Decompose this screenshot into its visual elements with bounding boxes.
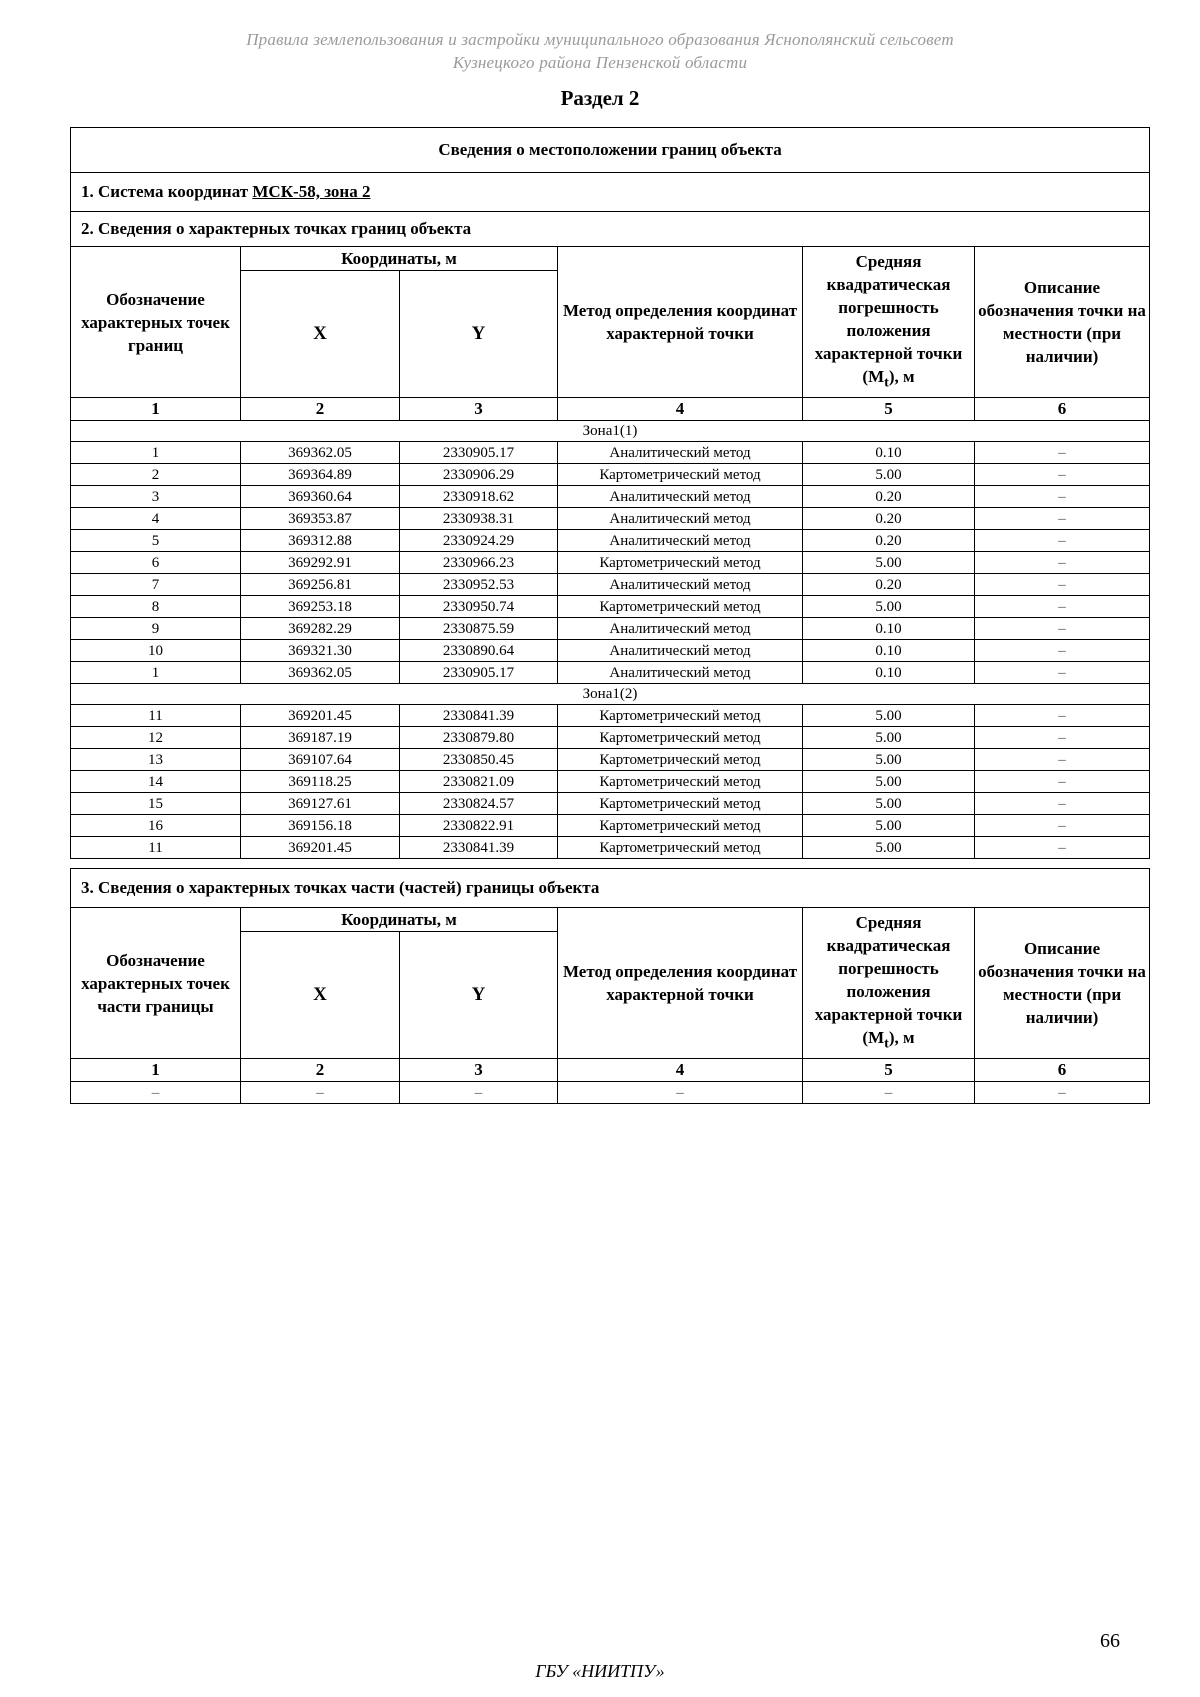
error-cell: 5.00 bbox=[803, 771, 975, 793]
point-id-cell: 16 bbox=[71, 815, 241, 837]
description-cell: – bbox=[975, 771, 1150, 793]
x-coordinate-cell: 369156.18 bbox=[241, 815, 400, 837]
column-header-error: Средняя квадратическая погрешность положения характерной точки $(M_t)$, м bbox=[803, 247, 975, 398]
description-cell: – bbox=[975, 1082, 1150, 1104]
method-cell: Аналитический метод bbox=[558, 618, 803, 640]
error-cell: 5.00 bbox=[803, 837, 975, 859]
column-number-3: 3 bbox=[400, 398, 558, 421]
zone-name: Зона1(2) bbox=[71, 684, 1150, 705]
error-cell: 5.00 bbox=[803, 749, 975, 771]
point-id-cell: 7 bbox=[71, 574, 241, 596]
y-coordinate-cell: 2330875.59 bbox=[400, 618, 558, 640]
y-coordinate-cell: 2330924.29 bbox=[400, 530, 558, 552]
point-id-cell: 6 bbox=[71, 552, 241, 574]
x-coordinate-cell: 369256.81 bbox=[241, 574, 400, 596]
table-row bbox=[71, 508, 1150, 530]
y-coordinate-cell: 2330918.62 bbox=[400, 486, 558, 508]
table-row bbox=[71, 771, 1150, 793]
description-cell: – bbox=[975, 815, 1150, 837]
point-id-cell: 5 bbox=[71, 530, 241, 552]
error-cell: 0.10 bbox=[803, 662, 975, 684]
error-cell: 0.20 bbox=[803, 486, 975, 508]
description-cell: – bbox=[975, 574, 1150, 596]
point-id-cell: 3 bbox=[71, 486, 241, 508]
column-number-4: 4 bbox=[558, 398, 803, 421]
column-number-3: 3 bbox=[400, 1059, 558, 1082]
x-coordinate-cell: 369364.89 bbox=[241, 464, 400, 486]
x-coordinate-cell: 369312.88 bbox=[241, 530, 400, 552]
error-cell: 0.10 bbox=[803, 442, 975, 464]
column-number-1: 1 bbox=[71, 1059, 241, 1082]
boundary-points-table bbox=[70, 127, 1150, 859]
error-cell: 5.00 bbox=[803, 464, 975, 486]
y-coordinate-cell: – bbox=[400, 1082, 558, 1104]
part-points-heading: 3. Сведения о характерных точках части (частей) границы объекта bbox=[71, 869, 1150, 908]
method-cell: Картометрический метод bbox=[558, 837, 803, 859]
x-coordinate-cell: 369187.19 bbox=[241, 727, 400, 749]
x-coordinate-cell: 369321.30 bbox=[241, 640, 400, 662]
y-coordinate-cell: 2330905.17 bbox=[400, 662, 558, 684]
method-cell: Аналитический метод bbox=[558, 442, 803, 464]
y-coordinate-cell: 2330850.45 bbox=[400, 749, 558, 771]
y-coordinate-cell: 2330841.39 bbox=[400, 705, 558, 727]
error-cell: 0.10 bbox=[803, 618, 975, 640]
y-coordinate-cell: 2330822.91 bbox=[400, 815, 558, 837]
zone-row bbox=[71, 421, 1150, 442]
x-coordinate-cell: 369107.64 bbox=[241, 749, 400, 771]
table-row bbox=[71, 727, 1150, 749]
method-cell: Картометрический метод bbox=[558, 705, 803, 727]
method-cell: Картометрический метод bbox=[558, 727, 803, 749]
x-coordinate-cell: 369360.64 bbox=[241, 486, 400, 508]
y-coordinate-cell: 2330906.29 bbox=[400, 464, 558, 486]
table-row bbox=[71, 640, 1150, 662]
table-row bbox=[71, 815, 1150, 837]
table-row bbox=[71, 574, 1150, 596]
x-coordinate-cell: 369353.87 bbox=[241, 508, 400, 530]
description-cell: – bbox=[975, 793, 1150, 815]
y-coordinate-cell: 2330966.23 bbox=[400, 552, 558, 574]
description-cell: – bbox=[975, 596, 1150, 618]
description-cell: – bbox=[975, 552, 1150, 574]
document-header-line-1: Правила землепользования и застройки муниципального образования Яснополянский сельсовет bbox=[246, 30, 954, 49]
method-cell: Аналитический метод bbox=[558, 486, 803, 508]
method-cell: Картометрический метод bbox=[558, 596, 803, 618]
point-id-cell: 12 bbox=[71, 727, 241, 749]
point-id-cell: 9 bbox=[71, 618, 241, 640]
table-row bbox=[71, 464, 1150, 486]
description-cell: – bbox=[975, 727, 1150, 749]
column-number-4: 4 bbox=[558, 1059, 803, 1082]
method-cell: Картометрический метод bbox=[558, 793, 803, 815]
error-cell: 0.20 bbox=[803, 508, 975, 530]
error-cell: – bbox=[803, 1082, 975, 1104]
method-cell: Картометрический метод bbox=[558, 815, 803, 837]
table-row bbox=[71, 662, 1150, 684]
description-cell: – bbox=[975, 640, 1150, 662]
table-row bbox=[71, 837, 1150, 859]
part-boundary-points-table bbox=[70, 868, 1150, 1104]
method-cell: Картометрический метод bbox=[558, 749, 803, 771]
table-row bbox=[71, 486, 1150, 508]
point-id-cell: 4 bbox=[71, 508, 241, 530]
column-header-designation: Обозначение характерных точек части границы bbox=[71, 908, 241, 1059]
column-header-designation: Обозначение характерных точек границ bbox=[71, 247, 241, 398]
table-row bbox=[71, 705, 1150, 727]
column-number-2: 2 bbox=[241, 1059, 400, 1082]
document-footer: ГБУ «НИИТПУ» bbox=[535, 1661, 665, 1681]
column-header-coordinates: Координаты, м bbox=[241, 247, 558, 271]
point-id-cell: 11 bbox=[71, 837, 241, 859]
x-coordinate-cell: 369362.05 bbox=[241, 662, 400, 684]
description-cell: – bbox=[975, 464, 1150, 486]
point-id-cell: 1 bbox=[71, 442, 241, 464]
table-row bbox=[71, 1082, 1150, 1104]
x-coordinate-cell: – bbox=[241, 1082, 400, 1104]
table-row bbox=[71, 749, 1150, 771]
column-number-2: 2 bbox=[241, 398, 400, 421]
column-header-x: X bbox=[241, 271, 400, 398]
x-coordinate-cell: 369292.91 bbox=[241, 552, 400, 574]
error-cell: 0.20 bbox=[803, 574, 975, 596]
description-cell: – bbox=[975, 705, 1150, 727]
points-heading: 2. Сведения о характерных точках границ объекта bbox=[71, 212, 1150, 247]
point-id-cell: 1 bbox=[71, 662, 241, 684]
method-cell: Аналитический метод bbox=[558, 574, 803, 596]
point-id-cell: 14 bbox=[71, 771, 241, 793]
error-cell: 0.20 bbox=[803, 530, 975, 552]
table-row bbox=[71, 618, 1150, 640]
column-header-y: Y bbox=[400, 932, 558, 1059]
error-cell: 5.00 bbox=[803, 793, 975, 815]
method-cell: Картометрический метод bbox=[558, 464, 803, 486]
y-coordinate-cell: 2330821.09 bbox=[400, 771, 558, 793]
error-cell: 5.00 bbox=[803, 596, 975, 618]
error-cell: 5.00 bbox=[803, 552, 975, 574]
x-coordinate-cell: 369201.45 bbox=[241, 705, 400, 727]
description-cell: – bbox=[975, 508, 1150, 530]
y-coordinate-cell: 2330824.57 bbox=[400, 793, 558, 815]
x-coordinate-cell: 369282.29 bbox=[241, 618, 400, 640]
table-row bbox=[71, 793, 1150, 815]
point-id-cell: 11 bbox=[71, 705, 241, 727]
description-cell: – bbox=[975, 749, 1150, 771]
column-header-error: Средняя квадратическая погрешность положения характерной точки $(M_t)$, м bbox=[803, 908, 975, 1059]
y-coordinate-cell: 2330950.74 bbox=[400, 596, 558, 618]
y-coordinate-cell: 2330938.31 bbox=[400, 508, 558, 530]
x-coordinate-cell: 369127.61 bbox=[241, 793, 400, 815]
column-number-6: 6 bbox=[975, 398, 1150, 421]
column-header-y: Y bbox=[400, 271, 558, 398]
method-cell: – bbox=[558, 1082, 803, 1104]
method-cell: Аналитический метод bbox=[558, 640, 803, 662]
description-cell: – bbox=[975, 618, 1150, 640]
x-coordinate-cell: 369253.18 bbox=[241, 596, 400, 618]
zone-row bbox=[71, 684, 1150, 705]
zone-name: Зона1(1) bbox=[71, 421, 1150, 442]
x-coordinate-cell: 369362.05 bbox=[241, 442, 400, 464]
column-number-5: 5 bbox=[803, 1059, 975, 1082]
column-header-description: Описание обозначения точки на местности (при наличии) bbox=[975, 908, 1150, 1059]
page-number: 66 bbox=[1100, 1630, 1120, 1652]
description-cell: – bbox=[975, 530, 1150, 552]
y-coordinate-cell: 2330890.64 bbox=[400, 640, 558, 662]
method-cell: Аналитический метод bbox=[558, 662, 803, 684]
method-cell: Аналитический метод bbox=[558, 508, 803, 530]
error-cell: 0.10 bbox=[803, 640, 975, 662]
description-cell: – bbox=[975, 442, 1150, 464]
description-cell: – bbox=[975, 486, 1150, 508]
point-id-cell: 8 bbox=[71, 596, 241, 618]
method-cell: Картометрический метод bbox=[558, 771, 803, 793]
document-header-line-2: Кузнецкого района Пензенской области bbox=[452, 53, 748, 72]
x-coordinate-cell: 369201.45 bbox=[241, 837, 400, 859]
y-coordinate-cell: 2330879.80 bbox=[400, 727, 558, 749]
error-cell: 5.00 bbox=[803, 705, 975, 727]
column-header-description: Описание обозначения точки на местности (при наличии) bbox=[975, 247, 1150, 398]
table-row bbox=[71, 442, 1150, 464]
coordinate-system-value: МСК-58, зона 2 bbox=[252, 182, 371, 201]
column-number-5: 5 bbox=[803, 398, 975, 421]
coordinate-system-label: 1. Система координат bbox=[81, 182, 249, 201]
method-cell: Картометрический метод bbox=[558, 552, 803, 574]
y-coordinate-cell: 2330841.39 bbox=[400, 837, 558, 859]
point-id-cell: – bbox=[71, 1082, 241, 1104]
y-coordinate-cell: 2330952.53 bbox=[400, 574, 558, 596]
table-row bbox=[71, 530, 1150, 552]
error-cell: 5.00 bbox=[803, 815, 975, 837]
column-number-1: 1 bbox=[71, 398, 241, 421]
table-row bbox=[71, 552, 1150, 574]
error-cell: 5.00 bbox=[803, 727, 975, 749]
column-number-6: 6 bbox=[975, 1059, 1150, 1082]
column-header-coordinates: Координаты, м bbox=[241, 908, 558, 932]
column-header-x: X bbox=[241, 932, 400, 1059]
method-cell: Аналитический метод bbox=[558, 530, 803, 552]
description-cell: – bbox=[975, 837, 1150, 859]
x-coordinate-cell: 369118.25 bbox=[241, 771, 400, 793]
point-id-cell: 15 bbox=[71, 793, 241, 815]
y-coordinate-cell: 2330905.17 bbox=[400, 442, 558, 464]
column-header-method: Метод определения координат характерной точки bbox=[558, 247, 803, 398]
section-title: Раздел 2 bbox=[560, 86, 640, 110]
description-cell: – bbox=[975, 662, 1150, 684]
table-title: Сведения о местоположении границ объекта bbox=[71, 128, 1150, 173]
coordinate-system-row bbox=[71, 173, 1150, 212]
table-row bbox=[71, 596, 1150, 618]
point-id-cell: 10 bbox=[71, 640, 241, 662]
column-header-method: Метод определения координат характерной точки bbox=[558, 908, 803, 1059]
point-id-cell: 2 bbox=[71, 464, 241, 486]
point-id-cell: 13 bbox=[71, 749, 241, 771]
